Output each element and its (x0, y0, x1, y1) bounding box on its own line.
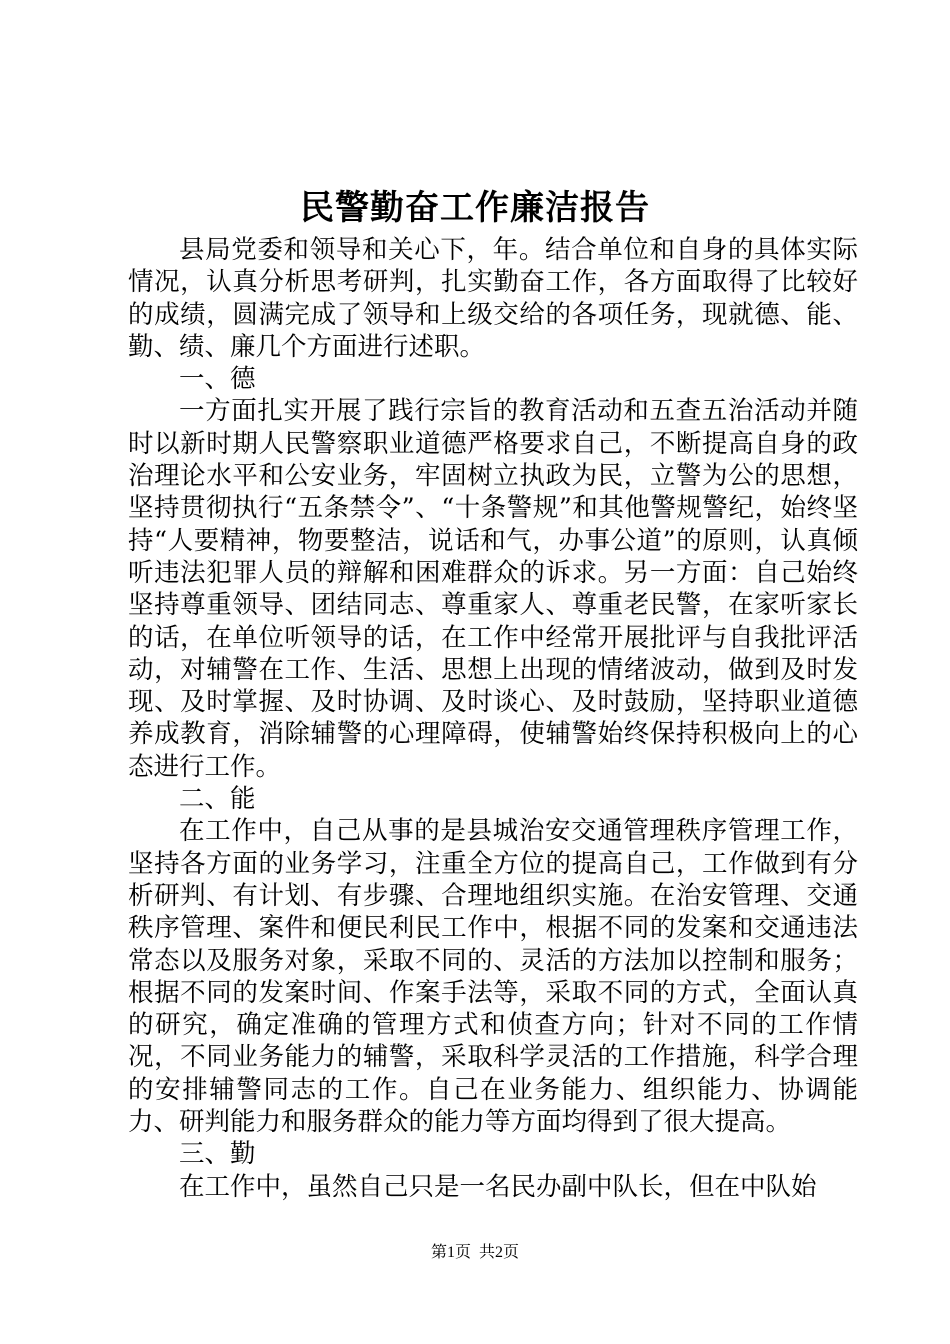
paragraph-neng: 在工作中，自己从事的是县城治安交通管理秩序管理工作，坚持各方面的业务学习，注重全方位的提高自己，工作做到有分析研判、有计划、有步骤、合理地组织实施。在治安管理、交通秩序管理、案件和便民利民工作中，根据不同的发案和交通违法常态以及服务对象，采取不同的、灵活的方法加以控制和服务；根据不同的发案时间、作案手法等，采取不同的方式，全面认真的研究，确定准确的管理方式和侦查方向；针对不同的工作情况，不同业务能力的辅警，采取科学灵活的工作措施，科学合理的安排辅警同志的工作。自己在业务能力、组织能力、协调能力、研判能力和服务群众的能力等方面均得到了很大提高。 (128, 816, 858, 1138)
paragraph-qin: 在工作中，虽然自己只是一名民办副中队长，但在中队始 (179, 1171, 817, 1202)
paragraph-de: 一方面扎实开展了践行宗旨的教育活动和五查五治活动并随时以新时期人民警察职业道德严格要求自己，不断提高自身的政治理论水平和公安业务，牢固树立执政为民，立警为公的思想，坚持贯彻执行“五条禁令”、“十条警规”和其他警规警纪，始终坚持“人要精神，物要整洁，说话和气，办事公道”的原则，认真倾听违法犯罪人员的辩解和困难群众的诉求。另一方面：自己始终坚持尊重领导、团结同志、尊重家人、尊重老民警，在家听家长的话，在单位听领导的话，在工作中经常开展批评与自我批评活动，对辅警在工作、生活、思想上出现的情绪波动，做到及时发现、及时掌握、及时协调、及时谈心、及时鼓励，坚持职业道德养成教育，消除辅警的心理障碍，使辅警始终保持积极向上的心态进行工作。 (128, 396, 858, 782)
section-heading-qin: 三、勤 (179, 1139, 256, 1170)
section-heading-neng: 二、能 (179, 784, 256, 815)
paragraph-intro: 县局党委和领导和关心下，年。结合单位和自身的具体实际情况，认真分析思考研判，扎实勤奋工作，各方面取得了比较好的成绩，圆满完成了领导和上级交给的各项任务，现就德、能、勤、绩、廉几个方面进行述职。 (128, 235, 858, 362)
document-body (128, 234, 858, 1203)
section-heading-de: 一、德 (179, 364, 256, 395)
document-title: 民警勤奋工作廉洁报告 (300, 188, 650, 228)
page-footer: 第1页 共2页 (430, 1244, 519, 1261)
